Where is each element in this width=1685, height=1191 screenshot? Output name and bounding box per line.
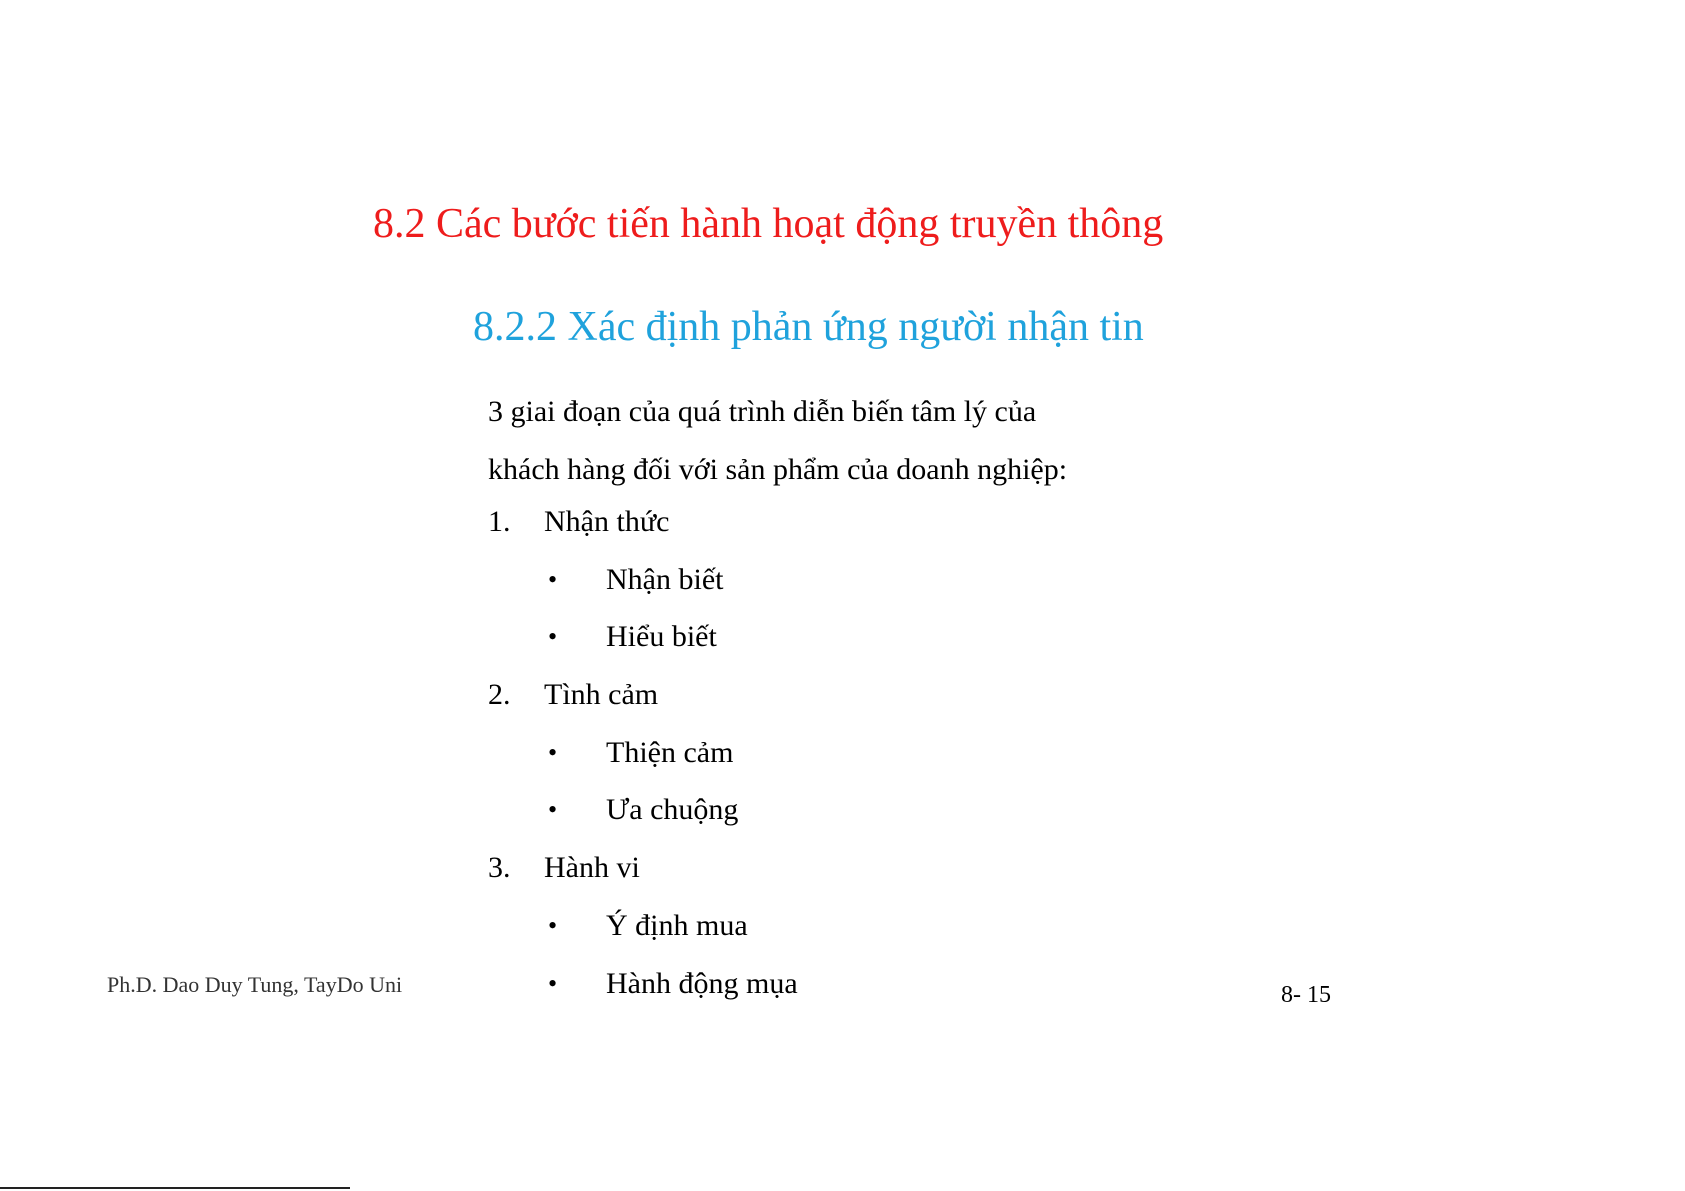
sub-item-label: Nhận biết bbox=[606, 562, 724, 596]
stage-item-emotion bbox=[488, 670, 1388, 728]
stage-item-behavior bbox=[488, 843, 1388, 901]
stage-item-awareness bbox=[488, 497, 1388, 555]
sub-item bbox=[488, 728, 1388, 786]
stage-label: Tình cảm bbox=[544, 678, 659, 712]
stage-label: Hành vi bbox=[544, 851, 640, 885]
bullet-icon: • bbox=[548, 795, 558, 825]
stage-number: 3. bbox=[488, 851, 511, 885]
footer-author: Ph.D. Dao Duy Tung, TayDo Uni bbox=[107, 972, 403, 997]
sub-item-label: Ý định mua bbox=[606, 908, 748, 942]
bottom-divider bbox=[0, 1187, 350, 1189]
sub-item bbox=[488, 555, 1388, 613]
sub-item-label: Ưa chuộng bbox=[606, 793, 739, 827]
bullet-icon: • bbox=[548, 910, 558, 940]
sub-item bbox=[488, 901, 1388, 959]
page-number: 8- 15 bbox=[1281, 982, 1331, 1008]
sub-item bbox=[488, 785, 1388, 843]
stage-label: Nhận thức bbox=[544, 505, 670, 538]
intro-paragraph bbox=[488, 383, 1067, 499]
intro-line: khách hàng đối với sản phẩm của doanh nghiệp: bbox=[488, 453, 1068, 486]
stage-outline bbox=[488, 497, 1388, 1016]
slide-title: 8.2 Các bước tiến hành hoạt động truyền thông bbox=[373, 201, 1164, 247]
sub-item-label: Hành động mụa bbox=[606, 966, 798, 1000]
intro-line: 3 giai đoạn của quá trình diễn biến tâm lý của bbox=[488, 395, 1037, 428]
stage-number: 2. bbox=[488, 678, 511, 712]
bullet-icon: • bbox=[548, 968, 558, 998]
slide-subtitle: 8.2.2 Xác định phản ứng người nhận tin bbox=[473, 304, 1144, 350]
sub-item-label: Hiểu biết bbox=[606, 620, 717, 654]
bullet-icon: • bbox=[548, 737, 558, 767]
sub-item-label: Thiện cảm bbox=[606, 735, 734, 769]
bullet-icon: • bbox=[548, 622, 558, 652]
bullet-icon: • bbox=[548, 564, 558, 594]
stage-number: 1. bbox=[488, 505, 511, 538]
sub-item bbox=[488, 959, 1388, 1017]
sub-item bbox=[488, 612, 1388, 670]
